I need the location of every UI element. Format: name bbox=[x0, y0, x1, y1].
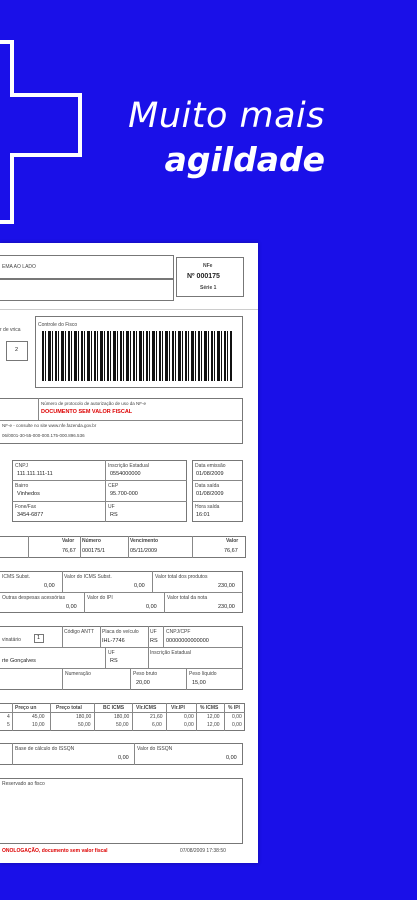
table-row: 12,00 bbox=[207, 722, 220, 728]
carrier-name: rte Gonçalves bbox=[2, 658, 36, 664]
issqn-bc-value: 0,00 bbox=[118, 755, 129, 761]
table-row: 12,00 bbox=[207, 714, 220, 720]
col-pct-ipi: % IPI bbox=[228, 705, 240, 711]
transport-uf2-label: UF bbox=[108, 650, 115, 656]
emission-value: 01/08/2009 bbox=[196, 471, 224, 477]
peso-liq-label: Peso líquido bbox=[189, 671, 217, 677]
fatura-numero: 000175/1 bbox=[82, 548, 105, 554]
issqn-v-value: 0,00 bbox=[226, 755, 237, 761]
v-prod-label: Valor total dos produtos bbox=[155, 574, 208, 580]
v-nota-value: 230,00 bbox=[218, 604, 235, 610]
issqn-v-label: Valor do ISSQN bbox=[137, 746, 173, 752]
issqn-bc-label: Base de cálculo do ISSQN bbox=[15, 746, 75, 752]
col-preco-total: Preço total bbox=[56, 705, 82, 711]
table-row: 50,00 bbox=[116, 722, 129, 728]
v-icms-st-value: 0,00 bbox=[134, 583, 145, 589]
mod-value: 1 bbox=[37, 635, 41, 641]
fatura-valor: 76,67 bbox=[62, 548, 76, 554]
ipi-value: 0,00 bbox=[146, 604, 157, 610]
footer-date: 07/08/2009 17:38:50 bbox=[180, 848, 226, 854]
placa-label: Placa do veículo bbox=[102, 629, 139, 635]
outras-value: 0,00 bbox=[66, 604, 77, 610]
ie-label: Inscrição Estadual bbox=[108, 463, 149, 469]
table-row: 50,00 bbox=[78, 722, 91, 728]
fatura-numero-label: Número bbox=[82, 538, 101, 544]
icms-st-label: ICMS Subst. bbox=[2, 574, 31, 580]
invoice-box bbox=[0, 536, 246, 558]
cep-value: 95.700-000 bbox=[110, 491, 138, 497]
fatura-valor-label: Valor bbox=[62, 538, 75, 544]
cod-antt-label: Código ANTT bbox=[64, 629, 95, 635]
transport-uf-label: UF bbox=[150, 629, 157, 635]
headline bbox=[128, 96, 325, 179]
phone-label: Fone/Fax bbox=[15, 504, 37, 510]
district-label: Bairro bbox=[15, 483, 29, 489]
peso-bruto-value: 20,00 bbox=[136, 680, 150, 686]
row2-qty: 5 bbox=[7, 722, 10, 728]
placa-value: IHL-7746 bbox=[102, 638, 125, 644]
v-nota-label: Valor total da nota bbox=[167, 595, 208, 601]
plus-cross-icon bbox=[0, 0, 90, 230]
exit-value: 01/08/2009 bbox=[196, 491, 224, 497]
reserved-box bbox=[0, 778, 243, 844]
fatura-valor2-label: Valor bbox=[226, 538, 239, 544]
table-row: 180,00 bbox=[76, 714, 92, 720]
protocol-label: Número de protocolo de autorização de uso da NF-e bbox=[41, 401, 147, 406]
barcode bbox=[42, 331, 232, 381]
peso-bruto-label: Peso bruto bbox=[133, 671, 158, 677]
transport-uf2-value: RS bbox=[110, 658, 118, 664]
nfe-label: NFe bbox=[203, 263, 213, 269]
numeracao-label: Numeração bbox=[65, 671, 91, 677]
table-row: 0,00 bbox=[184, 722, 194, 728]
icms-st-value: 0,00 bbox=[44, 583, 55, 589]
no-fiscal-warning: DOCUMENTO SEM VALOR FISCAL bbox=[41, 409, 133, 415]
outras-label: Outras despesas acessórias bbox=[2, 595, 66, 601]
reserved-label: Reservado ao fisco bbox=[2, 781, 45, 787]
phone-value: 3454-6877 bbox=[17, 512, 44, 518]
col-vlr-ipi: Vlr.IPI bbox=[171, 705, 185, 711]
table-row: 0,00 bbox=[232, 714, 242, 720]
entry-label: r de vrica bbox=[0, 327, 21, 333]
nfe-number: Nº 000175 bbox=[187, 273, 220, 280]
uf-value: RS bbox=[110, 512, 118, 518]
col-pct-icms: % ICMS bbox=[200, 705, 219, 711]
col-bc-icms: BC ICMS bbox=[103, 705, 125, 711]
peso-liq-value: 15,00 bbox=[192, 680, 206, 686]
mod-label: vinatário bbox=[2, 637, 21, 643]
table-row: 10,00 bbox=[32, 722, 45, 728]
consult-text: NF-e - consulte no site www.nfe.fazenda.gov.br bbox=[2, 423, 97, 428]
exit-label: Data saída bbox=[195, 483, 220, 489]
footer-warning: ONOLOGAÇÃO, documento sem valor fiscal bbox=[2, 848, 108, 854]
hour-value: 16:01 bbox=[196, 512, 210, 518]
cep-label: CEP bbox=[108, 483, 119, 489]
transport-cnpj-value: 00000000000000 bbox=[166, 638, 209, 644]
hour-label: Hora saída bbox=[195, 504, 220, 510]
access-key: 06/0001-30-55-000-000.175-000.896.536 bbox=[2, 433, 85, 438]
col-vlr-icms: Vlr.ICMS bbox=[136, 705, 157, 711]
entry-value: 2 bbox=[15, 347, 19, 353]
v-prod-value: 230,00 bbox=[218, 583, 235, 589]
row1-qty: 4 bbox=[7, 714, 10, 720]
received-label: EMA AO LADO bbox=[2, 264, 36, 270]
ipi-label: Valor do IPI bbox=[87, 595, 113, 601]
v-icms-st-label: Valor do ICMS Subst. bbox=[64, 574, 112, 580]
nfe-series: Série 1 bbox=[200, 285, 217, 291]
table-row: 21,60 bbox=[150, 714, 163, 720]
table-row: 6,00 bbox=[152, 722, 162, 728]
headline-line2: agildade bbox=[164, 140, 325, 179]
fisco-label: Controle do Fisco bbox=[38, 322, 78, 328]
signature-box bbox=[0, 279, 174, 301]
emission-label: Data emissão bbox=[195, 463, 226, 469]
table-row: 0,00 bbox=[184, 714, 194, 720]
uf-label: UF bbox=[108, 504, 115, 510]
transport-uf-value: RS bbox=[150, 638, 158, 644]
cnpj-value: 111.111.111-11 bbox=[17, 471, 53, 477]
cnpj-label: CNPJ bbox=[15, 463, 29, 469]
invoice-preview bbox=[0, 243, 258, 863]
table-row: 180,00 bbox=[114, 714, 130, 720]
district-value: Vinhedos bbox=[17, 491, 40, 497]
col-preco-un: Preço un bbox=[15, 705, 37, 711]
table-row: 0,00 bbox=[232, 722, 242, 728]
fatura-valor2: 76,67 bbox=[224, 548, 238, 554]
headline-line1: Muito mais bbox=[128, 96, 325, 136]
transport-cnpj-label: CNPJ/CPF bbox=[166, 629, 191, 635]
table-row: 45,00 bbox=[32, 714, 45, 720]
transport-ie-label: Inscrição Estadual bbox=[150, 650, 191, 656]
fatura-venc-label: Vencimento bbox=[130, 538, 159, 544]
ie-value: 0554000000 bbox=[110, 471, 141, 477]
fatura-venc: 05/11/2009 bbox=[130, 548, 158, 554]
